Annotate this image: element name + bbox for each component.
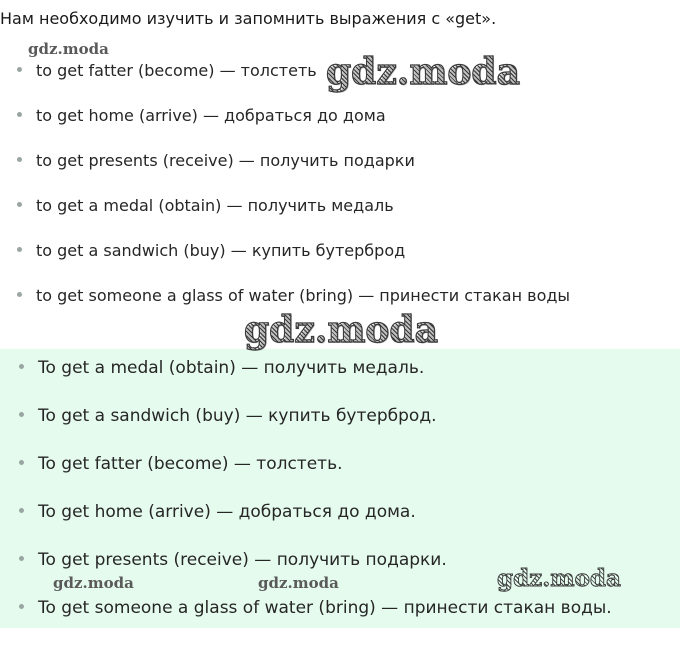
bullet-icon [19, 460, 24, 465]
list-item [17, 196, 394, 216]
list-item [17, 286, 570, 306]
list-item-text: to get fatter (become) — толстеть [36, 61, 317, 80]
list-item-text: to get someone a glass of water (bring) — принести стакан воды [36, 286, 571, 305]
list-item [17, 61, 317, 81]
bullet-icon [17, 112, 22, 117]
list-item-text: to get a sandwich (buy) — купить бутерброд [36, 241, 406, 260]
list-item-text: To get fatter (become) — толстеть. [38, 454, 343, 474]
bullet-icon [19, 508, 24, 513]
watermark: gdz.moda [258, 574, 339, 592]
watermark: gdz.moda [326, 51, 520, 93]
bullet-icon [17, 247, 22, 252]
watermark: gdz.moda [28, 40, 109, 58]
list-item-text: to get home (arrive) — добраться до дома [36, 106, 386, 125]
watermark: gdz.moda [53, 574, 134, 592]
list-item [19, 453, 343, 475]
list-item [17, 106, 386, 126]
bullet-icon [19, 604, 24, 609]
list-item-text: to get a medal (obtain) — получить медаль [36, 196, 394, 215]
bullet-icon [17, 202, 22, 207]
list-item [17, 151, 415, 171]
list-item-text: To get a sandwich (buy) — купить бутерброд. [38, 406, 437, 426]
bullet-icon [17, 292, 22, 297]
watermark: gdz.moda [497, 565, 621, 592]
list-item-text: To get home (arrive) — добраться до дома. [38, 502, 416, 522]
bullet-icon [19, 364, 24, 369]
list-item [19, 597, 612, 619]
list-item [19, 549, 447, 571]
bullet-icon [19, 412, 24, 417]
list-item [19, 501, 416, 523]
list-item-text: to get presents (receive) — получить подарки [36, 151, 415, 170]
list-item-text: To get someone a glass of water (bring) — принести стакан воды. [38, 598, 612, 618]
bullet-icon [17, 67, 22, 72]
list-item-text: To get presents (receive) — получить подарки. [38, 550, 447, 570]
bullet-icon [17, 157, 22, 162]
watermark: gdz.moda [244, 309, 438, 351]
intro-text: Нам необходимо изучить и запомнить выражения с «get». [0, 9, 497, 28]
list-item-text: To get a medal (obtain) — получить медаль. [38, 358, 425, 378]
list-item [19, 357, 424, 379]
list-item [17, 241, 405, 261]
bullet-icon [19, 556, 24, 561]
list-item [19, 405, 436, 427]
